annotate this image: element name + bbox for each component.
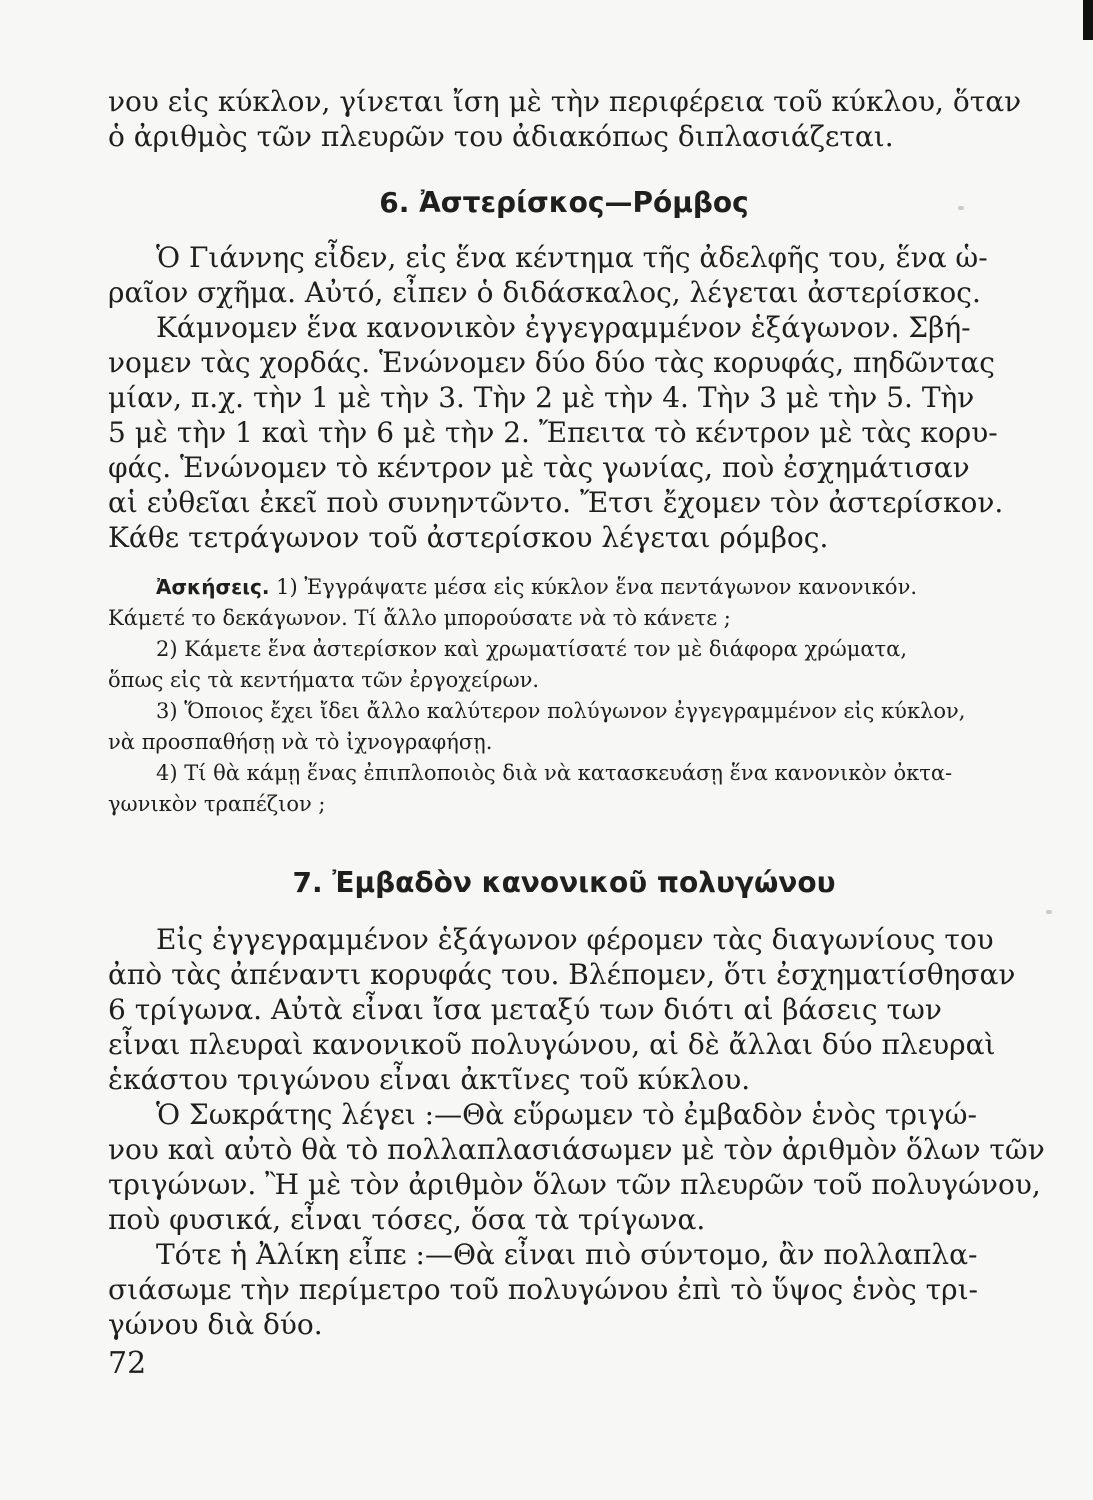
text-line: νου καὶ αὐτὸ θὰ τὸ πολλαπλασιάσωμεν μὲ τὸν ἀριθμὸν ὅλων τῶν bbox=[108, 1133, 1045, 1166]
exercise-text: 1) Ἐγγράψατε μέσα εἰς κύκλον ἕνα πεντάγωνον κανονικόν. bbox=[276, 575, 918, 599]
text-line: Ὁ Σωκράτης λέγει :—Θὰ εὕρωμεν τὸ ἐμβαδὸν ἑνὸς τριγώ- bbox=[156, 1098, 977, 1131]
text-line: Τότε ἡ Ἀλίκη εἶπε :—Θὰ εἶναι πιὸ σύντομο, ἂν πολλαπλα- bbox=[156, 1238, 978, 1271]
intro-paragraph bbox=[108, 84, 1020, 154]
exercises-block bbox=[108, 572, 1020, 820]
scan-edge-mark bbox=[1083, 0, 1093, 40]
exercise-line: γωνικὸν τραπέζιον ; bbox=[108, 792, 326, 816]
text-line: αἱ εὐθεῖαι ἐκεῖ ποὺ συνηντῶντο. Ἔτσι ἔχομεν τὸν ἀστερίσκον. bbox=[108, 486, 1004, 519]
text-line: γώνου διὰ δύο. bbox=[108, 1308, 323, 1341]
exercise-line: 2) Κάμετε ἕνα ἀστερίσκον καὶ χρωματίσατέ τον μὲ διάφορα χρώματα, bbox=[156, 637, 908, 661]
text-line: Κάμνομεν ἕνα κανονικὸν ἐγγεγραμμένον ἑξάγωνον. Σβή- bbox=[156, 311, 971, 344]
text-line: ὁ ἀριθμὸς τῶν πλευρῶν του ἀδιακόπως διπλασιάζεται. bbox=[108, 120, 894, 153]
text-line: σιάσωμε τὴν περίμετρο τοῦ πολυγώνου ἐπὶ τὸ ὕψος ἑνὸς τρι- bbox=[108, 1273, 979, 1306]
text-line: Ὁ Γιάννης εἶδεν, εἰς ἕνα κέντημα τῆς ἀδελφῆς του, ἕνα ὡ- bbox=[156, 241, 988, 274]
text-line: 5 μὲ τὴν 1 καὶ τὴν 6 μὲ τὴν 2. Ἔπειτα τὸ κέντρον μὲ τὰς κορυ- bbox=[108, 416, 998, 449]
exercise-line bbox=[108, 572, 1020, 603]
section-7-heading: 7. Ἐμβαδὸν κανονικοῦ πολυγώνου bbox=[292, 866, 836, 899]
section-6-heading: 6. Ἀστερίσκος—Ρόμβος bbox=[379, 186, 749, 219]
text-line: Κάθε τετράγωνον τοῦ ἀστερίσκου λέγεται ρόμβος. bbox=[108, 521, 829, 554]
text-line: ραῖον σχῆμα. Αὐτό, εἶπεν ὁ διδάσκαλος, λέγεται ἀστερίσκος. bbox=[108, 276, 981, 309]
text-line: ἑκάστου τριγώνου εἶναι ἀκτῖνες τοῦ κύκλου. bbox=[108, 1063, 751, 1096]
exercise-line: 3) Ὅποιος ἔχει ἴδει ἄλλο καλύτερον πολύγωνον ἐγγεγραμμένον εἰς κύκλον, bbox=[156, 699, 966, 723]
exercise-line: ὅπως εἰς τὰ κεντήματα τῶν ἐργοχείρων. bbox=[108, 668, 540, 692]
text-line: τριγώνων. Ἢ μὲ τὸν ἀριθμὸν ὅλων τῶν πλευρῶν τοῦ πολυγώνου, bbox=[108, 1168, 1041, 1201]
text-line: φάς. Ἑνώνομεν τὸ κέντρον μὲ τὰς γωνίας, ποὺ ἐσχημάτισαν bbox=[108, 451, 970, 484]
text-line: ἀπὸ τὰς ἀπέναντι κορυφάς του. Βλέπομεν, ὅτι ἐσχηματίσθησαν bbox=[108, 958, 1016, 991]
section-7-body bbox=[108, 922, 1045, 1342]
section-6-body bbox=[108, 240, 1020, 555]
text-line: εἶναι πλευραὶ κανονικοῦ πολυγώνου, αἱ δὲ ἄλλαι δύο πλευραὶ bbox=[108, 1028, 996, 1061]
page-number: 72 bbox=[108, 1346, 147, 1381]
text-line: 6 τρίγωνα. Αὐτὰ εἶναι ἴσα μεταξύ των διότι αἱ βάσεις των bbox=[108, 993, 942, 1026]
text-line: νου εἰς κύκλον, γίνεται ἴση μὲ τὴν περιφέρεια τοῦ κύκλου, ὅταν bbox=[108, 85, 1022, 118]
text-line: νομεν τὰς χορδάς. Ἑνώνομεν δύο δύο τὰς κορυφάς, πηδῶντας bbox=[108, 346, 995, 379]
scan-speck bbox=[1046, 910, 1052, 914]
exercise-line: νὰ προσπαθήσῃ νὰ τὸ ἰχνογραφήσῃ. bbox=[108, 730, 493, 754]
exercise-line: Κάμετέ το δεκάγωνον. Τί ἄλλο μπορούσατε νὰ τὸ κάνετε ; bbox=[108, 606, 731, 630]
text-line: Εἰς ἐγγεγραμμένον ἑξάγωνον φέρομεν τὰς διαγωνίους του bbox=[156, 923, 994, 956]
exercises-label: Ἀσκήσεις. bbox=[156, 575, 270, 599]
text-line: ποὺ φυσικά, εἶναι τόσες, ὅσα τὰ τρίγωνα. bbox=[108, 1203, 706, 1236]
text-line: μίαν, π.χ. τὴν 1 μὲ τὴν 3. Τὴν 2 μὲ τὴν 4. Τὴν 3 μὲ τὴν 5. Τὴν bbox=[108, 381, 975, 414]
exercise-line: 4) Τί θὰ κάμῃ ἕνας ἐπιπλοποιὸς διὰ νὰ κατασκευάσῃ ἕνα κανονικὸν ὀκτα- bbox=[156, 761, 953, 785]
